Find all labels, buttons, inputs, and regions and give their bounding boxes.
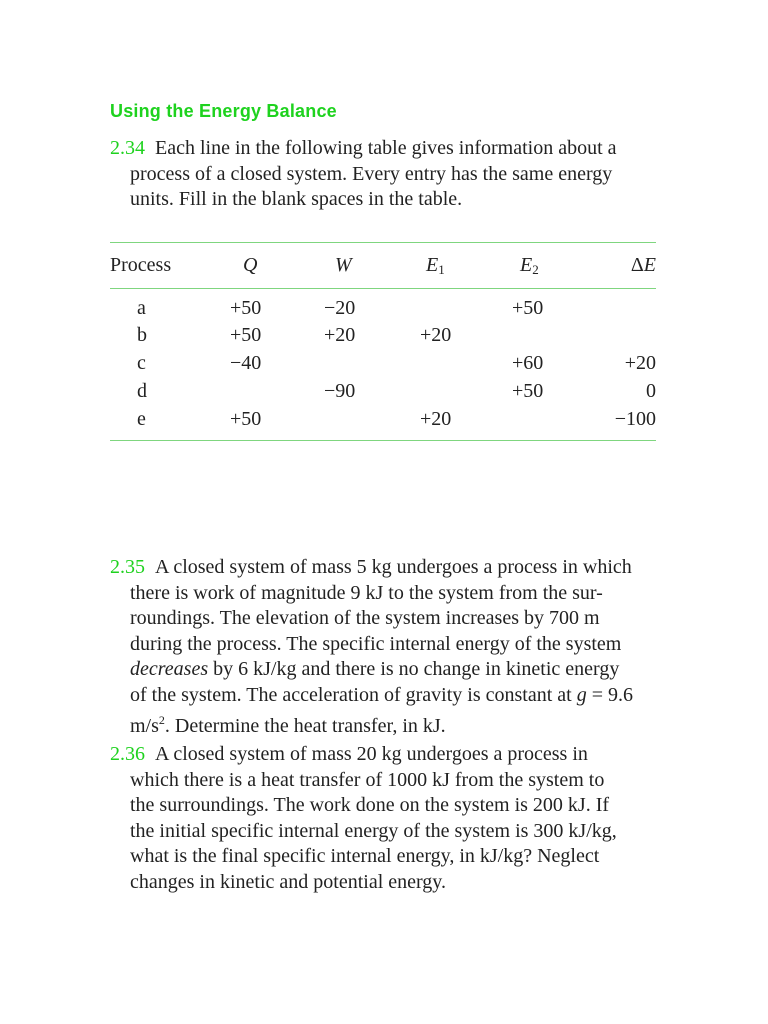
variable-g: g bbox=[576, 683, 587, 706]
table-cell-q: −40 bbox=[230, 352, 262, 374]
problem-line: the initial specific internal energy of the system is 300 kJ/kg, bbox=[130, 819, 617, 842]
table-header-rule bbox=[110, 288, 656, 289]
table-cell-q: +50 bbox=[230, 297, 262, 319]
emphasis-text: decreases bbox=[130, 658, 209, 680]
table-cell-process: e bbox=[137, 408, 146, 430]
table-cell-process: d bbox=[137, 380, 147, 402]
header-process: Process bbox=[110, 254, 172, 276]
energy-table bbox=[110, 242, 656, 442]
problem-number: 2.36 bbox=[110, 743, 145, 765]
problem-text: by 6 kJ/kg and there is no change in kinetic energy bbox=[208, 658, 620, 680]
problem-line bbox=[110, 742, 670, 768]
problem-line: which there is a heat transfer of 1000 kJ from the system to bbox=[130, 768, 605, 791]
problem-number: 2.35 bbox=[110, 556, 145, 578]
problem-2-35 bbox=[110, 555, 670, 740]
header-e1: $E_1$ bbox=[426, 254, 445, 277]
problem-text: . Determine the heat transfer, in kJ. bbox=[164, 715, 446, 737]
table-cell-q: +50 bbox=[230, 408, 262, 430]
problem-line: the surroundings. The work done on the system is 200 kJ. If bbox=[130, 794, 610, 816]
table-bottom-rule bbox=[110, 440, 656, 441]
table-cell-e2: +60 bbox=[512, 352, 544, 374]
problem-number: 2.34 bbox=[110, 137, 145, 159]
problem-line bbox=[110, 136, 670, 162]
section-heading: Using the Energy Balance bbox=[110, 101, 337, 121]
problem-line: during the process. The specific internal energy of the system bbox=[130, 632, 622, 655]
table-cell-process: b bbox=[137, 324, 147, 346]
problem-text: A closed system of mass 5 kg undergoes a process in which bbox=[155, 556, 632, 578]
problem-line bbox=[110, 708, 670, 740]
problem-2-34 bbox=[110, 136, 670, 213]
problem-text: m/s bbox=[130, 715, 159, 737]
header-w: W bbox=[335, 254, 352, 276]
table-cell-process: a bbox=[137, 297, 146, 319]
table-cell-process: c bbox=[137, 352, 146, 374]
table-cell-w: −90 bbox=[324, 380, 356, 402]
problem-text: A closed system of mass 20 kg undergoes a process in bbox=[155, 743, 588, 765]
table-top-rule bbox=[110, 242, 656, 243]
problem-text: = 9.6 bbox=[586, 683, 633, 706]
table-cell-e2: +50 bbox=[512, 380, 544, 402]
problem-text: of the system. The acceleration of gravity is constant at bbox=[130, 683, 577, 706]
header-delta-e: ΔE bbox=[630, 254, 656, 276]
problem-line: what is the final specific internal energy, in kJ/kg? Neglect bbox=[130, 845, 600, 867]
table-cell-delta-e: +20 bbox=[624, 352, 656, 374]
problem-line: changes in kinetic and potential energy. bbox=[130, 870, 447, 893]
problem-2-36 bbox=[110, 742, 670, 895]
problem-text: Each line in the following table gives information about a bbox=[155, 137, 617, 159]
problem-line: roundings. The elevation of the system increases by 700 m bbox=[130, 607, 600, 629]
problem-line: there is work of magnitude 9 kJ to the system from the sur- bbox=[130, 581, 603, 604]
table-cell-delta-e: 0 bbox=[646, 380, 656, 402]
exponent: 2 bbox=[158, 713, 165, 727]
problem-line bbox=[110, 683, 670, 709]
problem-line: units. Fill in the blank spaces in the table. bbox=[130, 188, 463, 210]
header-e2: $E_2$ bbox=[520, 254, 539, 277]
table-cell-e1: +20 bbox=[420, 408, 452, 430]
problem-line bbox=[110, 555, 670, 581]
table-cell-delta-e: −100 bbox=[614, 408, 656, 430]
table-cell-e2: +50 bbox=[512, 297, 544, 319]
table-cell-w: +20 bbox=[324, 324, 356, 346]
table-cell-w: −20 bbox=[324, 297, 356, 319]
header-q: Q bbox=[243, 254, 258, 276]
problem-line: process of a closed system. Every entry has the same energy bbox=[130, 162, 613, 185]
problem-line bbox=[110, 657, 670, 683]
table-cell-e1: +20 bbox=[420, 324, 452, 346]
table-cell-q: +50 bbox=[230, 324, 262, 346]
